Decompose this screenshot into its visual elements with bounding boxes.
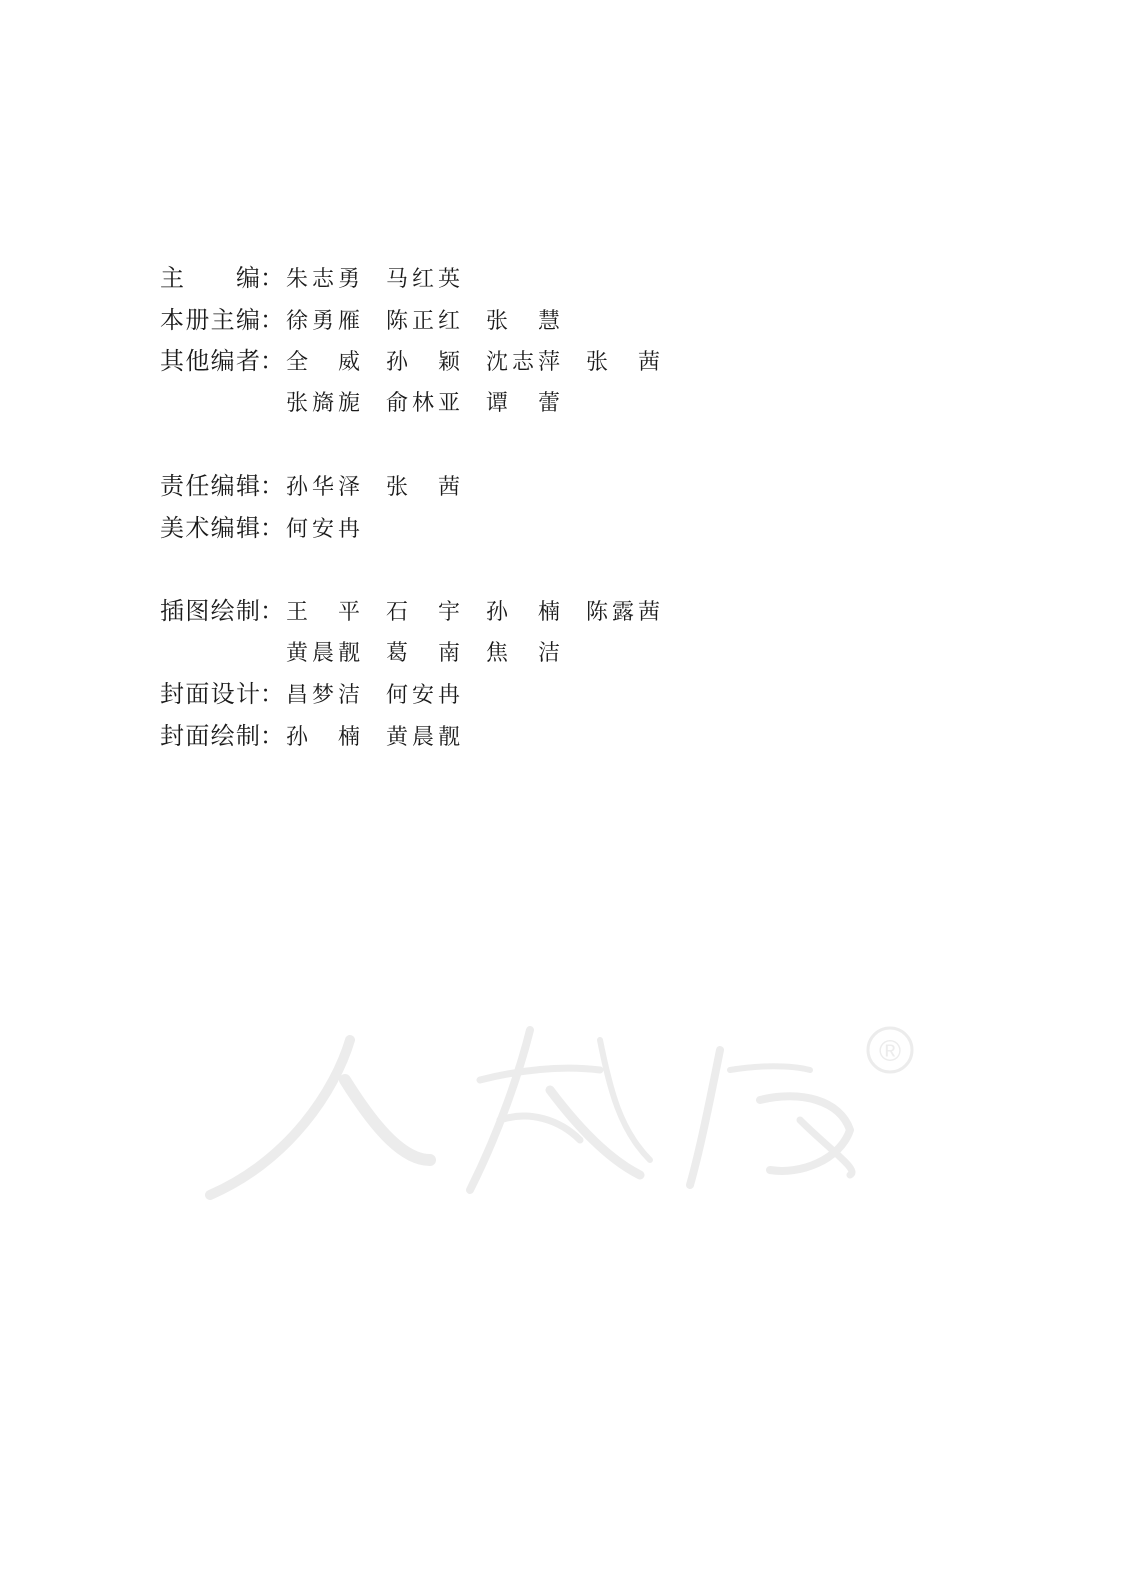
person-name: 昌 梦 洁	[286, 683, 360, 708]
person-name: 何 安 冉	[386, 683, 460, 708]
person-name: 张 慧	[486, 308, 560, 334]
credit-names	[286, 633, 586, 675]
person-name: 孙 楠	[486, 600, 560, 625]
credit-colon: ：	[260, 472, 284, 500]
person-name: 石 宇	[386, 600, 460, 625]
credit-names	[286, 383, 586, 425]
credit-names	[286, 509, 386, 551]
credit-colon: ：	[260, 264, 284, 292]
person-name: 张 茜	[586, 350, 660, 375]
credit-label: 责 任 编 辑	[160, 472, 260, 500]
credit-row	[160, 591, 860, 633]
credit-label: 其 他 编 者	[160, 347, 260, 375]
person-name: 黄 晨 靓	[286, 640, 360, 666]
credit-label: 插 图 绘 制	[160, 597, 260, 625]
credit-label: 封 面 绘 制	[160, 721, 260, 750]
credit-row	[160, 341, 860, 383]
credit-names	[286, 675, 486, 717]
person-name: 张 茜	[386, 475, 460, 500]
person-name: 全 威	[286, 350, 360, 375]
credit-row	[160, 383, 860, 425]
credit-label: 本 册 主 编	[160, 305, 260, 334]
person-name: 陈 正 红	[386, 308, 460, 334]
credit-colon: ：	[260, 347, 284, 375]
credit-names	[286, 467, 486, 509]
credit-names	[286, 342, 686, 384]
person-name: 徐 勇 雁	[286, 308, 360, 334]
credit-colon: ：	[260, 513, 284, 542]
person-name: 俞 林 亚	[386, 390, 460, 416]
person-name: 谭 蕾	[486, 390, 560, 416]
person-name: 朱 志 勇	[286, 267, 360, 292]
credit-row	[160, 258, 860, 300]
person-name: 孙 华 泽	[286, 475, 360, 500]
person-name: 孙 颖	[386, 350, 460, 375]
credit-row	[160, 508, 860, 550]
credit-row	[160, 466, 860, 508]
person-name: 陈 露 茜	[586, 600, 660, 625]
credit-row	[160, 633, 860, 675]
credit-row	[160, 300, 860, 342]
credit-label: 封 面 设 计	[160, 680, 260, 708]
person-name: 葛 南	[386, 640, 460, 666]
credit-colon: ：	[260, 597, 284, 625]
credit-names	[286, 301, 586, 343]
person-name: 马 红 英	[386, 267, 460, 292]
person-name: 张 旖 旎	[286, 390, 360, 416]
credit-colon: ：	[260, 305, 284, 334]
credits-list	[160, 258, 860, 757]
person-name: 黄 晨 靓	[386, 724, 460, 750]
registered-mark-text: ®	[878, 1035, 902, 1068]
credit-label: 主 编	[160, 264, 260, 292]
credit-names	[286, 592, 686, 634]
credit-row	[160, 674, 860, 716]
credit-names	[286, 717, 486, 759]
person-name: 沈 志 萍	[486, 350, 560, 375]
person-name: 焦 洁	[486, 640, 560, 666]
credit-colon: ：	[260, 680, 284, 708]
credit-row	[160, 716, 860, 758]
publisher-watermark-logo	[200, 1010, 920, 1210]
person-name: 何 安 冉	[286, 516, 360, 542]
credit-colon: ：	[260, 721, 284, 750]
person-name: 王 平	[286, 600, 360, 625]
credit-label: 美 术 编 辑	[160, 513, 260, 542]
person-name: 孙 楠	[286, 724, 360, 750]
credit-names	[286, 259, 486, 301]
